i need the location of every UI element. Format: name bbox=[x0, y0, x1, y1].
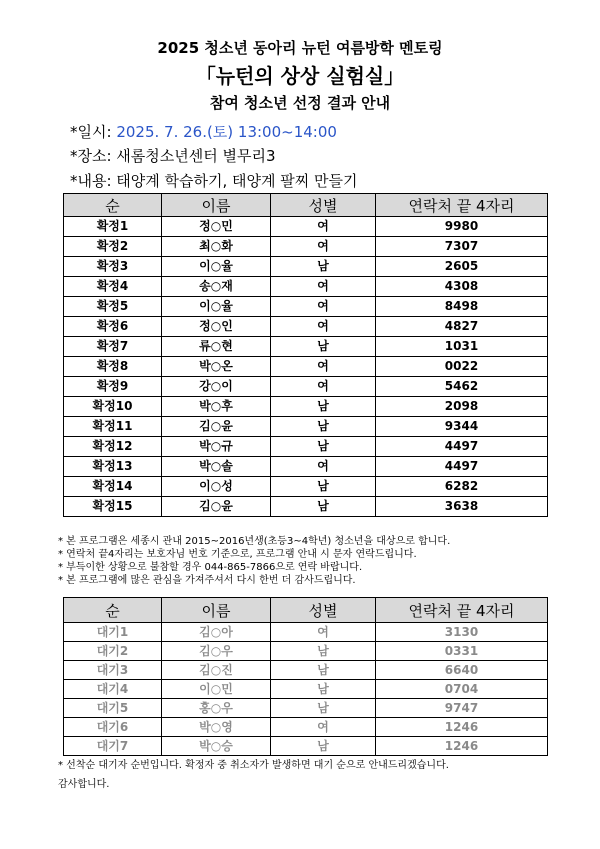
confirmed-row bbox=[64, 297, 548, 317]
cell-order: 확정13 bbox=[64, 457, 162, 477]
cell-order: 대기6 bbox=[64, 718, 162, 737]
note-line: * 본 프로그램은 세종시 관내 2015~2016년생(초등3~4학년) 청소년을 대상으로 합니다. bbox=[58, 536, 451, 547]
cell-name: 김○아 bbox=[162, 623, 271, 642]
cell-order: 확정5 bbox=[64, 297, 162, 317]
header-phone: 연락처 끝 4자리 bbox=[376, 598, 548, 623]
cell-phone: 4497 bbox=[376, 437, 548, 457]
cell-name: 박○규 bbox=[162, 437, 271, 457]
cell-phone: 4827 bbox=[376, 317, 548, 337]
confirmed-row bbox=[64, 477, 548, 497]
cell-phone: 3638 bbox=[376, 497, 548, 517]
cell-gender: 남 bbox=[271, 642, 376, 661]
note-line: * 본 프로그램에 많은 관심을 가져주셔서 다시 한번 더 감사드립니다. bbox=[58, 575, 356, 586]
cell-name: 송○재 bbox=[162, 277, 271, 297]
cell-order: 확정1 bbox=[64, 217, 162, 237]
cell-gender: 여 bbox=[271, 237, 376, 257]
cell-gender: 남 bbox=[271, 257, 376, 277]
confirmed-row bbox=[64, 397, 548, 417]
confirmed-row bbox=[64, 317, 548, 337]
confirmed-row bbox=[64, 237, 548, 257]
cell-gender: 여 bbox=[271, 357, 376, 377]
cell-gender: 남 bbox=[271, 437, 376, 457]
waiting-row bbox=[64, 623, 548, 642]
cell-phone: 0022 bbox=[376, 357, 548, 377]
cell-order: 확정12 bbox=[64, 437, 162, 457]
cell-phone: 1031 bbox=[376, 337, 548, 357]
cell-phone: 6640 bbox=[376, 661, 548, 680]
waiting-header-row bbox=[64, 598, 548, 623]
cell-gender: 여 bbox=[271, 297, 376, 317]
cell-name: 박○온 bbox=[162, 357, 271, 377]
cell-phone: 8498 bbox=[376, 297, 548, 317]
cell-name: 이○성 bbox=[162, 477, 271, 497]
info-content: *내용: 태양계 학습하기, 태양계 팔찌 만들기 bbox=[70, 172, 358, 190]
cell-name: 정○인 bbox=[162, 317, 271, 337]
cell-order: 대기4 bbox=[64, 680, 162, 699]
cell-name: 최○화 bbox=[162, 237, 271, 257]
cell-phone: 6282 bbox=[376, 477, 548, 497]
cell-phone: 7307 bbox=[376, 237, 548, 257]
waiting-table bbox=[63, 597, 548, 756]
confirmed-row bbox=[64, 337, 548, 357]
info-date bbox=[70, 121, 337, 142]
cell-order: 확정6 bbox=[64, 317, 162, 337]
confirmed-row bbox=[64, 257, 548, 277]
notes-confirmed bbox=[58, 535, 598, 587]
header-order: 순 bbox=[64, 598, 162, 623]
cell-order: 대기1 bbox=[64, 623, 162, 642]
waiting-row bbox=[64, 737, 548, 756]
cell-phone: 0331 bbox=[376, 642, 548, 661]
cell-gender: 남 bbox=[271, 337, 376, 357]
cell-name: 홍○우 bbox=[162, 699, 271, 718]
confirmed-row bbox=[64, 497, 548, 517]
cell-name: 박○솔 bbox=[162, 457, 271, 477]
cell-gender: 여 bbox=[271, 623, 376, 642]
cell-order: 확정2 bbox=[64, 237, 162, 257]
cell-gender: 남 bbox=[271, 661, 376, 680]
cell-name: 이○민 bbox=[162, 680, 271, 699]
cell-phone: 5462 bbox=[376, 377, 548, 397]
cell-gender: 남 bbox=[271, 417, 376, 437]
cell-order: 대기2 bbox=[64, 642, 162, 661]
header-phone: 연락처 끝 4자리 bbox=[376, 194, 548, 217]
cell-gender: 남 bbox=[271, 699, 376, 718]
cell-gender: 남 bbox=[271, 397, 376, 417]
cell-phone: 2605 bbox=[376, 257, 548, 277]
confirmed-table bbox=[63, 193, 548, 517]
cell-name: 이○율 bbox=[162, 257, 271, 277]
cell-order: 확정8 bbox=[64, 357, 162, 377]
cell-gender: 남 bbox=[271, 477, 376, 497]
notes-waiting bbox=[58, 756, 598, 794]
header-gender: 성별 bbox=[271, 194, 376, 217]
cell-name: 정○민 bbox=[162, 217, 271, 237]
cell-phone: 4308 bbox=[376, 277, 548, 297]
cell-gender: 여 bbox=[271, 718, 376, 737]
cell-gender: 여 bbox=[271, 317, 376, 337]
cell-phone: 9344 bbox=[376, 417, 548, 437]
confirmed-row bbox=[64, 357, 548, 377]
cell-gender: 여 bbox=[271, 277, 376, 297]
cell-order: 확정7 bbox=[64, 337, 162, 357]
program-name: 「뉴턴의 상상 실험실」 bbox=[195, 64, 405, 88]
info-date-value: 2025. 7. 26.(토) 13:00~14:00 bbox=[116, 123, 337, 141]
cell-phone: 4497 bbox=[376, 457, 548, 477]
cell-name: 류○현 bbox=[162, 337, 271, 357]
cell-order: 대기3 bbox=[64, 661, 162, 680]
cell-name: 강○이 bbox=[162, 377, 271, 397]
info-place: *장소: 새롬청소년센터 별무리3 bbox=[70, 147, 276, 165]
cell-gender: 여 bbox=[271, 457, 376, 477]
header-name: 이름 bbox=[162, 194, 271, 217]
cell-name: 김○우 bbox=[162, 642, 271, 661]
info-date-label: *일시: bbox=[70, 123, 117, 141]
cell-order: 확정14 bbox=[64, 477, 162, 497]
cell-phone: 0704 bbox=[376, 680, 548, 699]
program-title: 2025 청소년 동아리 뉴턴 여름방학 멘토링 bbox=[157, 39, 443, 57]
confirmed-row bbox=[64, 457, 548, 477]
confirmed-header-row bbox=[64, 194, 548, 217]
cell-phone: 1246 bbox=[376, 737, 548, 756]
waiting-row bbox=[64, 699, 548, 718]
cell-order: 확정4 bbox=[64, 277, 162, 297]
header-name: 이름 bbox=[162, 598, 271, 623]
cell-name: 박○영 bbox=[162, 718, 271, 737]
cell-gender: 여 bbox=[271, 217, 376, 237]
cell-order: 대기5 bbox=[64, 699, 162, 718]
cell-name: 이○율 bbox=[162, 297, 271, 317]
cell-phone: 2098 bbox=[376, 397, 548, 417]
cell-gender: 남 bbox=[271, 680, 376, 699]
confirmed-row bbox=[64, 277, 548, 297]
cell-name: 김○윤 bbox=[162, 497, 271, 517]
header-gender: 성별 bbox=[271, 598, 376, 623]
cell-gender: 남 bbox=[271, 737, 376, 756]
confirmed-row bbox=[64, 417, 548, 437]
notice-subtitle: 참여 청소년 선정 결과 안내 bbox=[209, 94, 391, 112]
waiting-row bbox=[64, 642, 548, 661]
cell-order: 확정11 bbox=[64, 417, 162, 437]
waiting-row bbox=[64, 661, 548, 680]
waiting-row bbox=[64, 718, 548, 737]
header-order: 순 bbox=[64, 194, 162, 217]
cell-name: 김○진 bbox=[162, 661, 271, 680]
note-line: * 선착순 대기자 순번입니다. 확정자 중 취소자가 발생하면 대기 순으로 안내드리겠습니다. bbox=[58, 760, 449, 771]
cell-phone: 9747 bbox=[376, 699, 548, 718]
cell-name: 박○후 bbox=[162, 397, 271, 417]
note-line: * 부득이한 상황으로 불참할 경우 044-865-7866으로 연락 바랍니다. bbox=[58, 562, 363, 573]
confirmed-row bbox=[64, 437, 548, 457]
cell-order: 대기7 bbox=[64, 737, 162, 756]
cell-name: 박○승 bbox=[162, 737, 271, 756]
note-line: * 연락처 끝4자리는 보호자님 번호 기준으로, 프로그램 안내 시 문자 연락드립니다. bbox=[58, 549, 417, 560]
closing-text: 감사합니다. bbox=[58, 779, 110, 790]
cell-gender: 여 bbox=[271, 377, 376, 397]
cell-gender: 남 bbox=[271, 497, 376, 517]
cell-phone: 3130 bbox=[376, 623, 548, 642]
cell-order: 확정9 bbox=[64, 377, 162, 397]
cell-phone: 1246 bbox=[376, 718, 548, 737]
cell-name: 김○윤 bbox=[162, 417, 271, 437]
cell-order: 확정3 bbox=[64, 257, 162, 277]
cell-phone: 9980 bbox=[376, 217, 548, 237]
cell-order: 확정10 bbox=[64, 397, 162, 417]
waiting-row bbox=[64, 680, 548, 699]
confirmed-row bbox=[64, 217, 548, 237]
confirmed-row bbox=[64, 377, 548, 397]
cell-order: 확정15 bbox=[64, 497, 162, 517]
